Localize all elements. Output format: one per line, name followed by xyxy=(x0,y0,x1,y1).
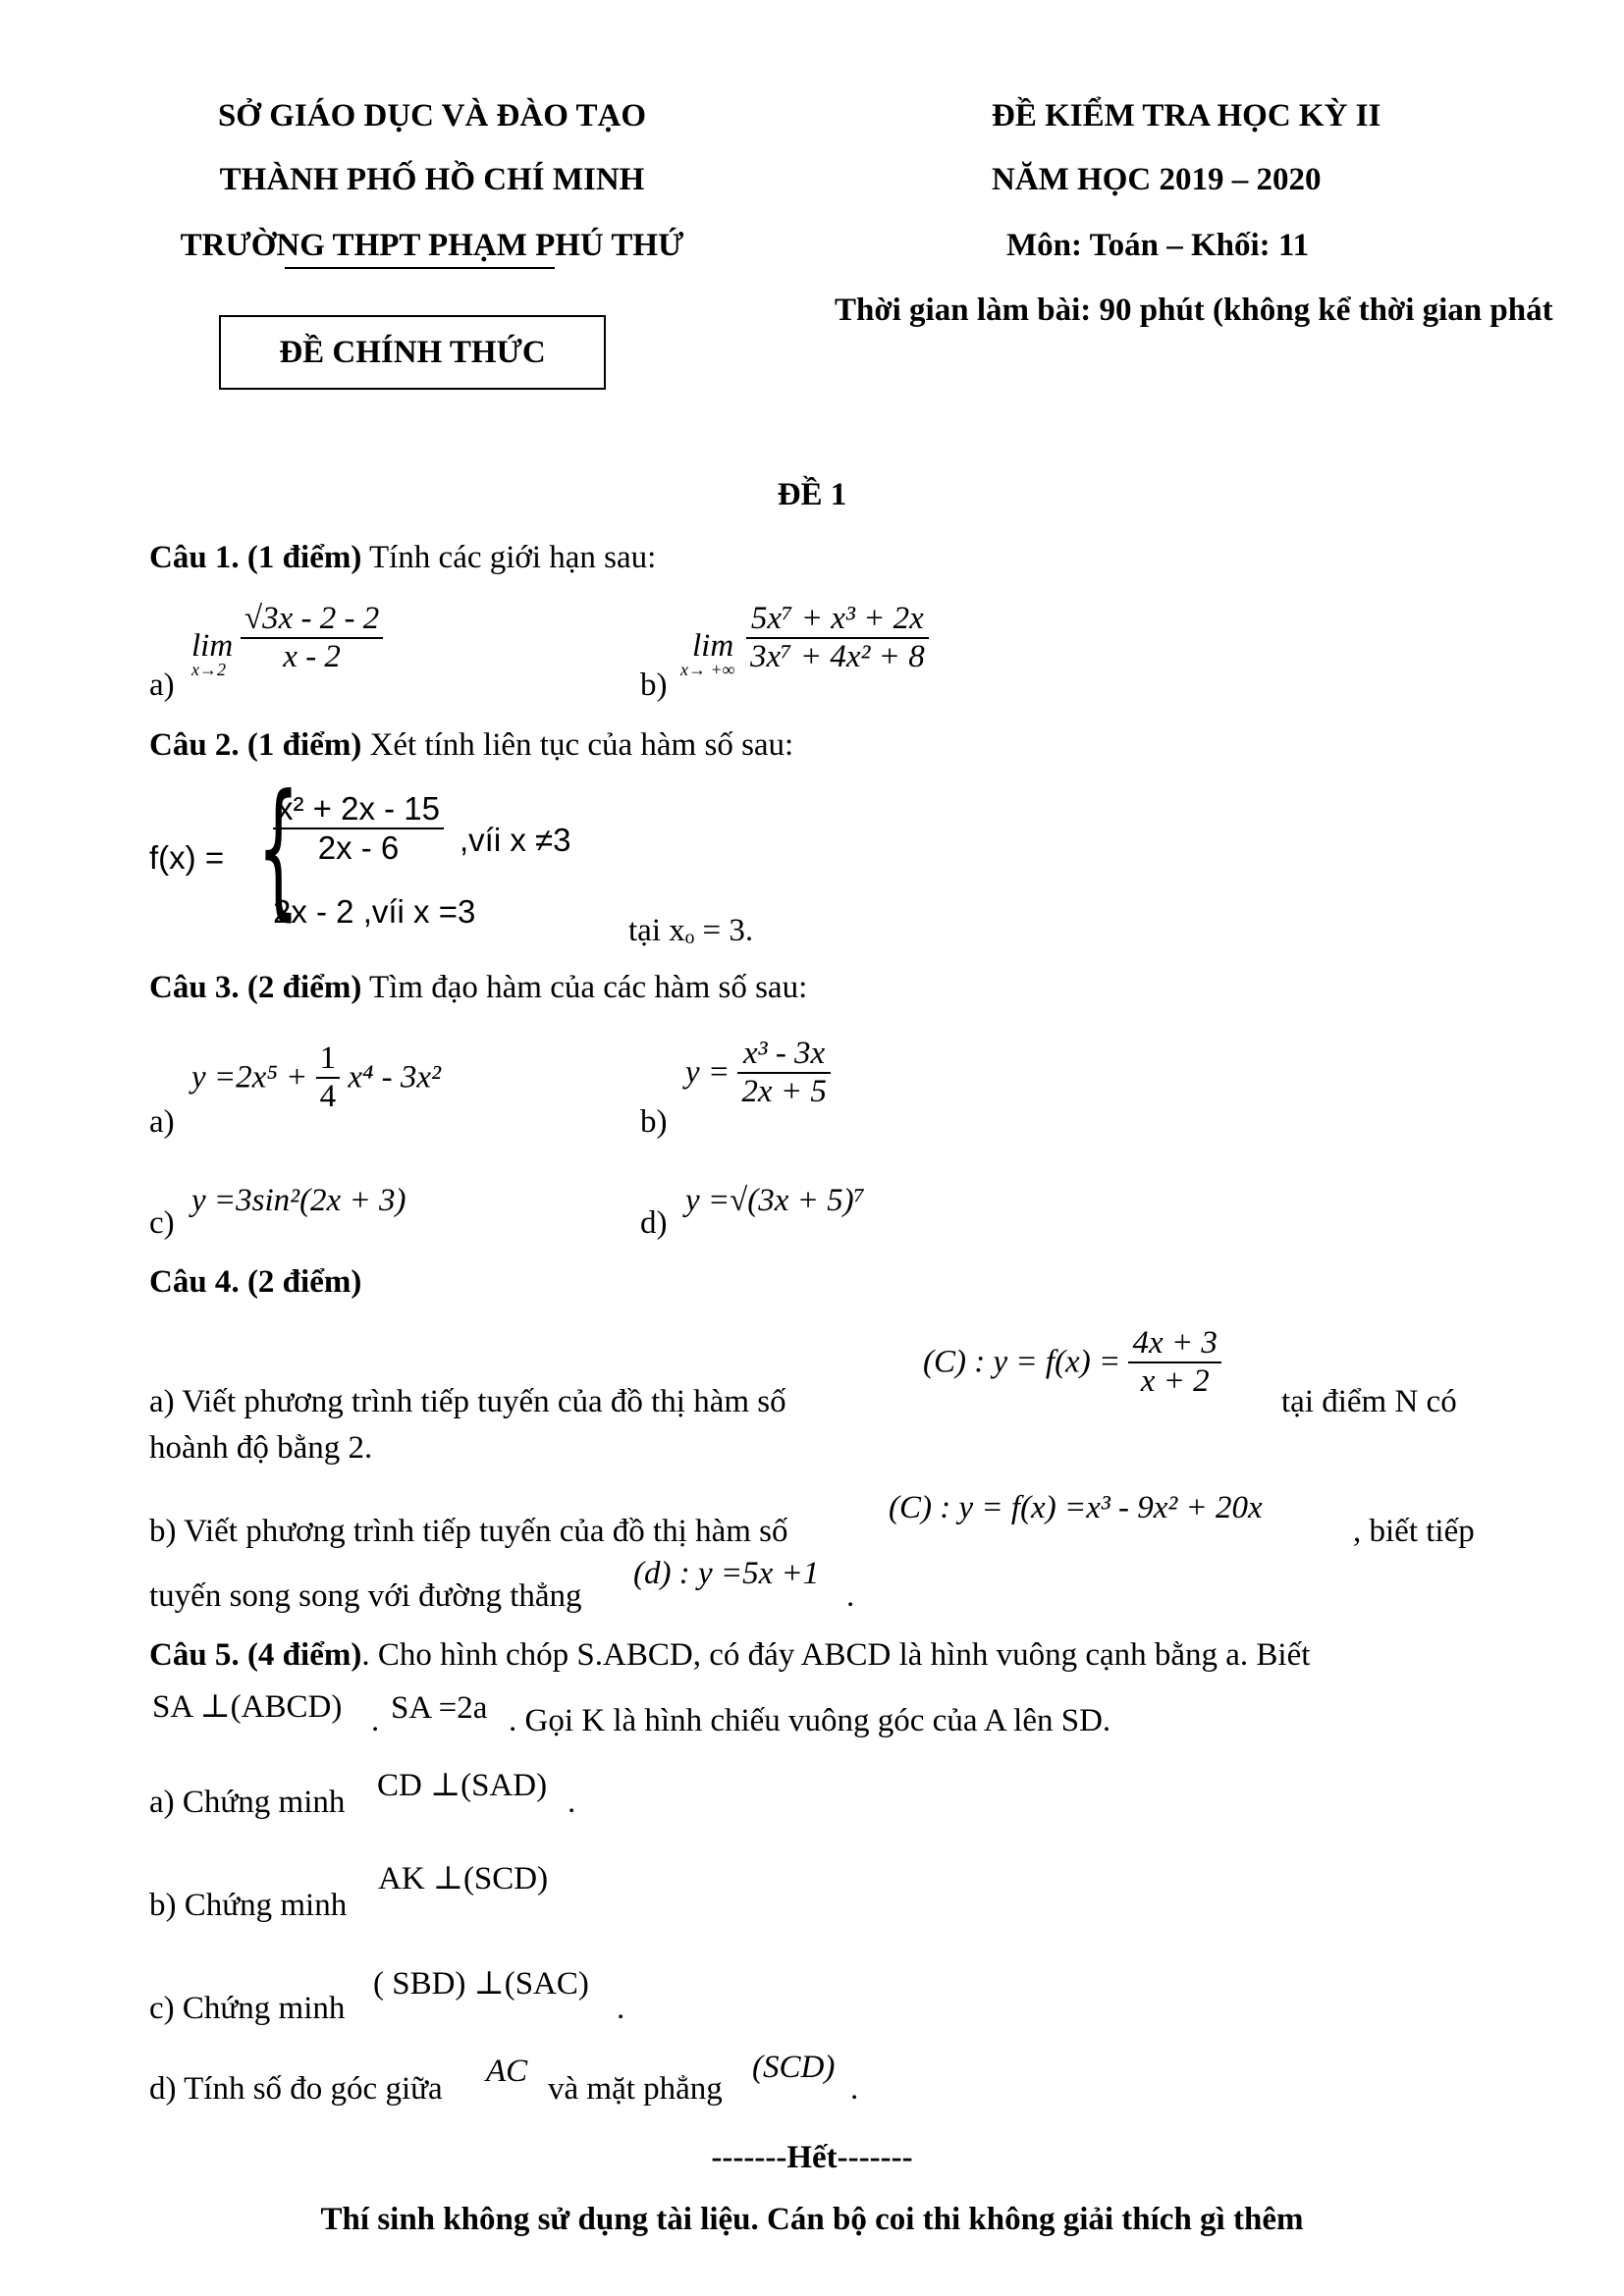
q4-a-denominator: x + 2 xyxy=(1140,1363,1210,1399)
q5-d-text-2: và mặt phẳng xyxy=(548,2071,723,2107)
q4-b-text-1: b) Viết phương trình tiếp tuyến của đồ thị hàm số xyxy=(149,1514,788,1549)
q3-d-formula: y =√(3x + 5)⁷ xyxy=(685,1183,866,1218)
question-1 xyxy=(149,540,656,576)
q5-d-ac: AC xyxy=(486,2054,528,2089)
q5-b-text: b) Chứng minh xyxy=(149,1888,348,1923)
q3-b-numerator: x³ - 3x xyxy=(737,1036,830,1074)
school-year: NĂM HỌC 2019 – 2020 xyxy=(992,162,1322,197)
footer-note: Thí sinh không sử dụng tài liệu. Cán bộ coi thi không giải thích gì thêm xyxy=(320,2202,1304,2237)
q1-b-lim: lim xyxy=(692,628,734,664)
school-name: TRƯỜNG THPT PHẠM PHÚ THỨ xyxy=(180,228,684,263)
question-1-text: Tính các giới hạn sau: xyxy=(361,540,657,575)
q2-function-name: f(x) = xyxy=(149,839,225,876)
question-2 xyxy=(149,727,793,764)
question-1-label: Câu 1. (1 điểm) xyxy=(149,540,362,575)
question-4-points: . (2 điểm) xyxy=(231,1264,362,1300)
exam-name: ĐỀ KIỂM TRA HỌC KỲ II xyxy=(992,98,1381,133)
school-underline xyxy=(285,267,555,269)
q4-a-numerator: 4x + 3 xyxy=(1128,1325,1220,1363)
q3-b-label: b) xyxy=(640,1104,668,1140)
q5-d-dot: . xyxy=(850,2071,859,2107)
q4-b-line: (d) : y =5x +1 xyxy=(633,1556,820,1591)
q3-a-formula xyxy=(191,1041,441,1115)
q1-b-denominator: 3x⁷ + 4x² + 8 xyxy=(750,639,925,674)
q3-b-formula xyxy=(685,1036,831,1110)
q3-a-part2: x⁴ - 3x² xyxy=(348,1059,441,1095)
q1-b-label: b) xyxy=(640,667,668,703)
q1-a-fraction xyxy=(241,601,383,675)
question-3 xyxy=(149,970,807,1006)
q1-a-denominator: x - 2 xyxy=(283,639,341,674)
question-3-label: Câu 3. (2 điểm) xyxy=(149,970,362,1005)
exam-title: ĐỀ 1 xyxy=(777,477,847,512)
question-5-points: . (4 điểm) xyxy=(231,1637,362,1673)
q4-a-text-2: tại điểm N có xyxy=(1281,1384,1457,1419)
q1-a-lim-word: lim xyxy=(191,628,234,664)
q5-b-formula: AK ⊥(SCD) xyxy=(378,1861,549,1896)
q5-condition-1: SA ⊥(ABCD) xyxy=(152,1689,343,1725)
q5-a-formula: CD ⊥(SAD) xyxy=(377,1768,548,1803)
q5-d-text-1: d) Tính số đo góc giữa xyxy=(149,2071,443,2107)
q1-a-lim-sub: x→2 xyxy=(191,660,226,679)
q2-case-1-numerator: x² + 2x - 15 xyxy=(273,790,444,829)
q3-d-label: d) xyxy=(640,1205,668,1241)
q4-b-text-3: tuyến song song với đường thẳng xyxy=(149,1578,582,1614)
q4-a-formula xyxy=(923,1325,1221,1400)
q5-c-text: c) Chứng minh xyxy=(149,1991,346,2026)
question-3-text: Tìm đạo hàm của các hàm số sau: xyxy=(361,970,808,1005)
subject-grade: Môn: Toán – Khối: 11 xyxy=(1006,228,1310,263)
q1-b-fraction xyxy=(746,601,929,675)
q4-b-dot: . xyxy=(846,1578,855,1614)
q5-c-dot: . xyxy=(617,1991,625,2026)
q3-a-part1: y =2x⁵ + xyxy=(191,1059,308,1095)
q1-a-label: a) xyxy=(149,667,175,703)
question-2-text: Xét tính liên tục của hàm số sau: xyxy=(361,727,794,763)
q3-c-label: c) xyxy=(149,1205,175,1241)
q2-case-1 xyxy=(273,790,444,867)
q5-a-dot: . xyxy=(568,1785,576,1820)
city-name: THÀNH PHỐ HỒ CHÍ MINH xyxy=(219,162,645,197)
q4-a-text-1: a) Viết phương trình tiếp tuyến của đồ thị hàm số xyxy=(149,1384,786,1419)
end-marker: -------Hết------- xyxy=(711,2140,913,2175)
q5-separator: . xyxy=(371,1703,380,1738)
q2-case-1-condition: ,víi x ≠3 xyxy=(460,822,571,858)
q3-a-label: a) xyxy=(149,1104,175,1140)
official-exam-label: ĐỀ CHÍNH THỨC xyxy=(279,335,546,370)
department-name: SỞ GIÁO DỤC VÀ ĐÀO TẠO xyxy=(217,98,647,133)
question-5-text-1: . Cho hình chóp S.ABCD, có đáy ABCD là hình vuông cạnh bằng a. Biết xyxy=(361,1637,1311,1673)
q4-b-formula: (C) : y = f(x) =x³ - 9x² + 20x xyxy=(889,1490,1263,1525)
q5-d-scd: (SCD) xyxy=(752,2050,836,2085)
q4-a-text-3: hoành độ bằng 2. xyxy=(149,1430,373,1466)
q5-c-formula: ( SBD) ⊥(SAC) xyxy=(373,1966,589,2002)
question-4 xyxy=(149,1264,361,1301)
q5-a-text: a) Chứng minh xyxy=(149,1785,346,1820)
q3-c-formula: y =3sin²(2x + 3) xyxy=(191,1183,406,1218)
question-2-label: Câu 2. (1 điểm) xyxy=(149,727,362,763)
q5-condition-2: SA =2a xyxy=(391,1690,488,1726)
q1-a-numerator: √3x - 2 - 2 xyxy=(241,601,383,639)
q1-b-lim-sub: x→ +∞ xyxy=(680,660,735,679)
q3-a-frac-num: 1 xyxy=(316,1041,341,1079)
q2-case-2: 2x - 2 ,víi x =3 xyxy=(273,893,476,930)
question-5-label: Câu 5 xyxy=(149,1637,232,1673)
q2-brace: { xyxy=(257,764,299,934)
q4-a-lhs: (C) : y = f(x) = xyxy=(923,1344,1121,1380)
q2-case-1-denominator: 2x - 6 xyxy=(317,829,400,866)
question-4-label: Câu 4 xyxy=(149,1264,232,1300)
question-5 xyxy=(149,1637,1310,1674)
q1-b-numerator: 5x⁷ + x³ + 2x xyxy=(746,601,929,639)
q3-b-denominator: 2x + 5 xyxy=(741,1074,827,1109)
q4-b-text-2: , biết tiếp xyxy=(1353,1514,1475,1549)
time-limit: Thời gian làm bài: 90 phút (không kể thời gian phát xyxy=(835,293,1553,328)
official-exam-box xyxy=(219,315,606,390)
q5-text-2: . Gọi K là hình chiếu vuông góc của A lên SD. xyxy=(509,1703,1111,1738)
q2-point: tại xₒ = 3. xyxy=(628,913,754,948)
q3-a-frac-den: 4 xyxy=(319,1079,337,1114)
q3-b-y: y = xyxy=(685,1054,731,1091)
